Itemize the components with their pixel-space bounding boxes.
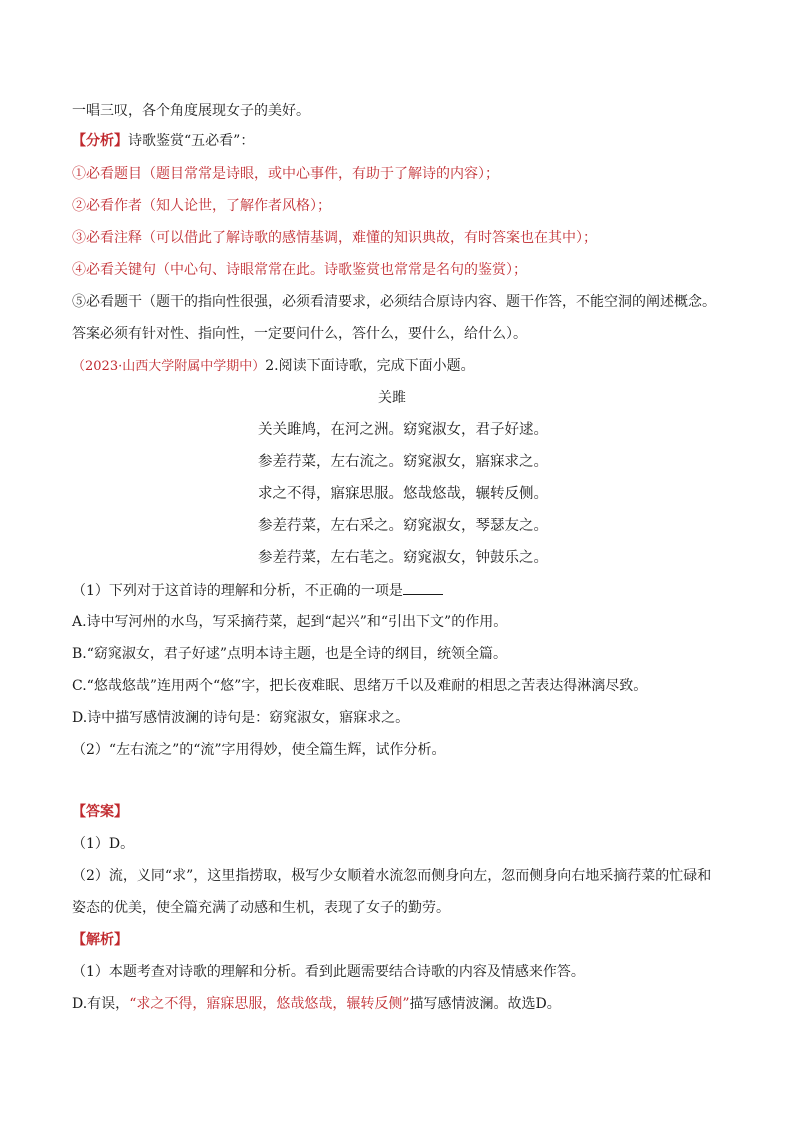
- analysis-item-1: ①必看题目（题目常常是诗眼，或中心事件，有助于了解诗的内容）；: [72, 166, 499, 182]
- answer-tag: 【答案】: [72, 804, 128, 820]
- option-a: A.诗中写河州的水鸟，写采摘荇菜，起到“起兴”和“引出下文”的作用。: [72, 614, 508, 630]
- question-header: [72, 356, 732, 377]
- poem-line: 参差荇菜，左右流之。窈窕淑女，寤寐求之。: [258, 454, 548, 470]
- analysis-item-5-line1: ⑤必看题干（题干的指向性很强，必须看清要求，必须结合原诗内容、题干作答，不能空洞的阐述概念。: [72, 294, 716, 310]
- answer-blank: [403, 580, 443, 595]
- analysis-item-4: ④必看关键句（中心句、诗眼常常在此。诗歌鉴赏也常常是名句的鉴赏）；: [72, 262, 527, 278]
- intro-text: 一唱三叹，各个角度展现女子的美好。: [72, 103, 310, 119]
- explanation-2-suffix: 描写感情波澜。故选D。: [409, 996, 561, 1012]
- question-prompt: 2.阅读下面诗歌，完成下面小题。: [265, 358, 475, 374]
- explanation-2: [72, 994, 732, 1014]
- explanation-1: （1）本题考查对诗歌的理解和分析。看到此题需要结合诗歌的内容及情感来作答。: [72, 964, 585, 980]
- question-source: （2023·山西大学附属中学期中）: [72, 359, 266, 374]
- explanation-2-prefix: D.有误，: [72, 996, 130, 1012]
- explanation-2-quote: “求之不得，寤寐思服，悠哉悠哉，辗转反侧”: [129, 996, 410, 1012]
- poem-line: 关关雎鸠，在河之洲。窈窕淑女，君子好逑。: [258, 422, 548, 438]
- poem-title: 关雎: [378, 390, 406, 406]
- question-1-text: （1）下列对于这首诗的理解和分析，不正确的一项是: [72, 583, 403, 599]
- analysis-tag: 【分析】: [72, 133, 128, 149]
- poem-line: 参差荇菜，左右采之。窈窕淑女，琴瑟友之。: [258, 518, 548, 534]
- analysis-title: 诗歌鉴赏“五必看”：: [128, 133, 255, 149]
- question-2: （2）“左右流之”的“流”字用得妙，使全篇生辉，试作分析。: [72, 742, 446, 758]
- question-1: [72, 580, 732, 601]
- option-c: C.“悠哉悠哉”连用两个“悠”字，把长夜难眠、思绪万千以及难耐的相思之苦表达得淋漓尽致。: [72, 678, 648, 694]
- analysis-item-2: ②必看作者（知人论世，了解作者风格）；: [72, 198, 331, 214]
- option-b: B.“窈窕淑女，君子好逑”点明本诗主题，也是全诗的纲目，统领全篇。: [72, 646, 508, 662]
- analysis-item-3: ③必看注释（可以借此了解诗歌的感情基调，难懂的知识典故，有时答案也在其中）；: [72, 230, 597, 246]
- option-d: D.诗中描写感情波澜的诗句是：窈窕淑女，寤寐求之。: [72, 710, 410, 726]
- analysis-heading: [72, 131, 732, 151]
- answer-2-line2: 姿态的优美，使全篇充满了动感和生机，表现了女子的勤劳。: [72, 900, 450, 916]
- analysis-item-5-line2: 答案必须有针对性、指向性，一定要问什么，答什么，要什么，给什么）。: [72, 326, 527, 342]
- answer-1: （1）D。: [72, 836, 135, 852]
- answer-2-line1: （2）流，义同“求”，这里指捞取，极写少女顺着水流忽而侧身向左，忽而侧身向右地采摘荇菜的忙碌和: [72, 868, 712, 884]
- explanation-tag: 【解析】: [72, 932, 128, 948]
- poem-line: 参差荇菜，左右芼之。窈窕淑女，钟鼓乐之。: [258, 550, 548, 566]
- poem-line: 求之不得，寤寐思服。悠哉悠哉，辗转反侧。: [258, 486, 548, 502]
